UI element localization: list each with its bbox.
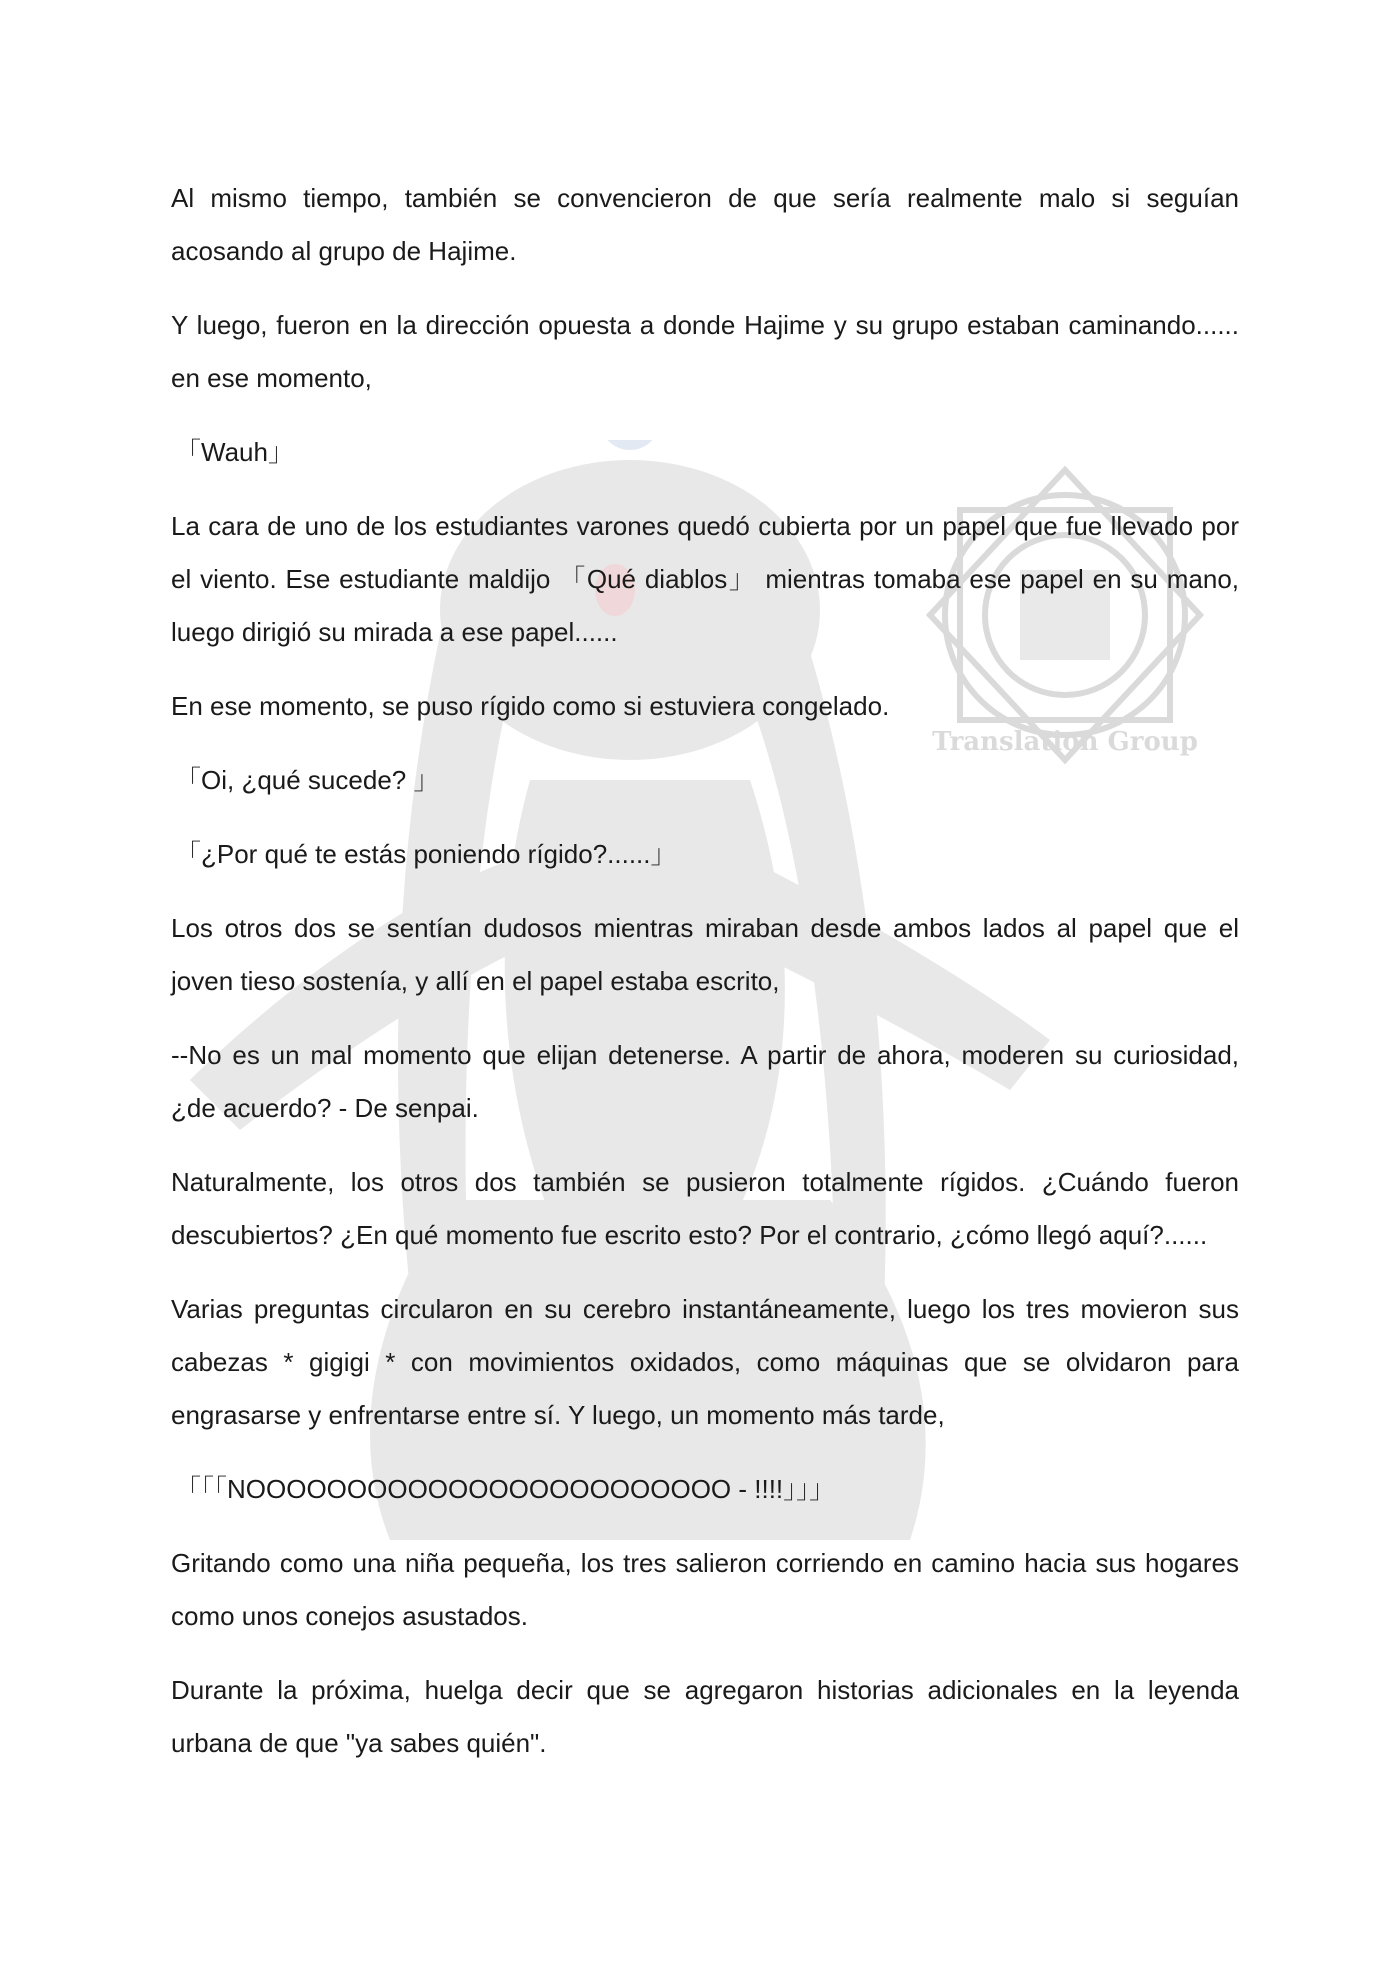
dialogue-line: 「Wauh」 [175, 437, 294, 467]
body-paragraph: La cara de uno de los estudiantes varones quedó cubierta por un papel que fue llevado por el viento. Ese estudiante maldijo 「Qué diablos」 mientras tomaba ese papel en su mano, luego dirigió su mirada a ese papel...... [171, 511, 1239, 647]
seal-text: Translation Group [932, 727, 1198, 757]
body-paragraph: Gritando como una niña pequeña, los tres salieron corriendo en camino hacia sus hogares como unos conejos asustados. [171, 1548, 1239, 1631]
body-paragraph: En ese momento, se puso rígido como si estuviera congelado. [171, 691, 890, 721]
dialogue-line: 「¿Por qué te estás poniendo rígido?......」 [175, 839, 677, 869]
dialogue-line: 「Oi, ¿qué sucede? 」 [175, 765, 440, 795]
body-paragraph: Naturalmente, los otros dos también se pusieron totalmente rígidos. ¿Cuándo fueron descubiertos? ¿En qué momento fue escrito esto? Por el contrario, ¿cómo llegó aquí?...... [171, 1167, 1239, 1250]
body-paragraph: Los otros dos se sentían dudosos mientras miraban desde ambos lados al papel que el joven tieso sostenía, y allí en el papel estaba escrito, [171, 913, 1239, 996]
document-body [171, 172, 1239, 1791]
dialogue-line: 「「「NOOOOOOOOOOOOOOOOOOOOOOOO - !!!!」」」 [175, 1474, 836, 1504]
body-paragraph: Durante la próxima, huelga decir que se agregaron historias adicionales en la leyenda urbana de que "ya sabes quién". [171, 1675, 1239, 1758]
body-paragraph: Al mismo tiempo, también se convencieron de que sería realmente malo si seguían acosando al grupo de Hajime. [171, 183, 1239, 266]
body-paragraph: Y luego, fueron en la dirección opuesta a donde Hajime y su grupo estaban caminando...... en ese momento, [171, 310, 1239, 393]
body-paragraph: Varias preguntas circularon en su cerebro instantáneamente, luego los tres movieron sus cabezas * gigigi * con movimientos oxidados, como máquinas que se olvidaron para engrasarse y enfrentarse entre sí. Y luego, un momento más tarde, [171, 1294, 1239, 1430]
body-paragraph: --No es un mal momento que elijan detenerse. A partir de ahora, moderen su curiosidad, ¿de acuerdo? - De senpai. [171, 1040, 1239, 1123]
